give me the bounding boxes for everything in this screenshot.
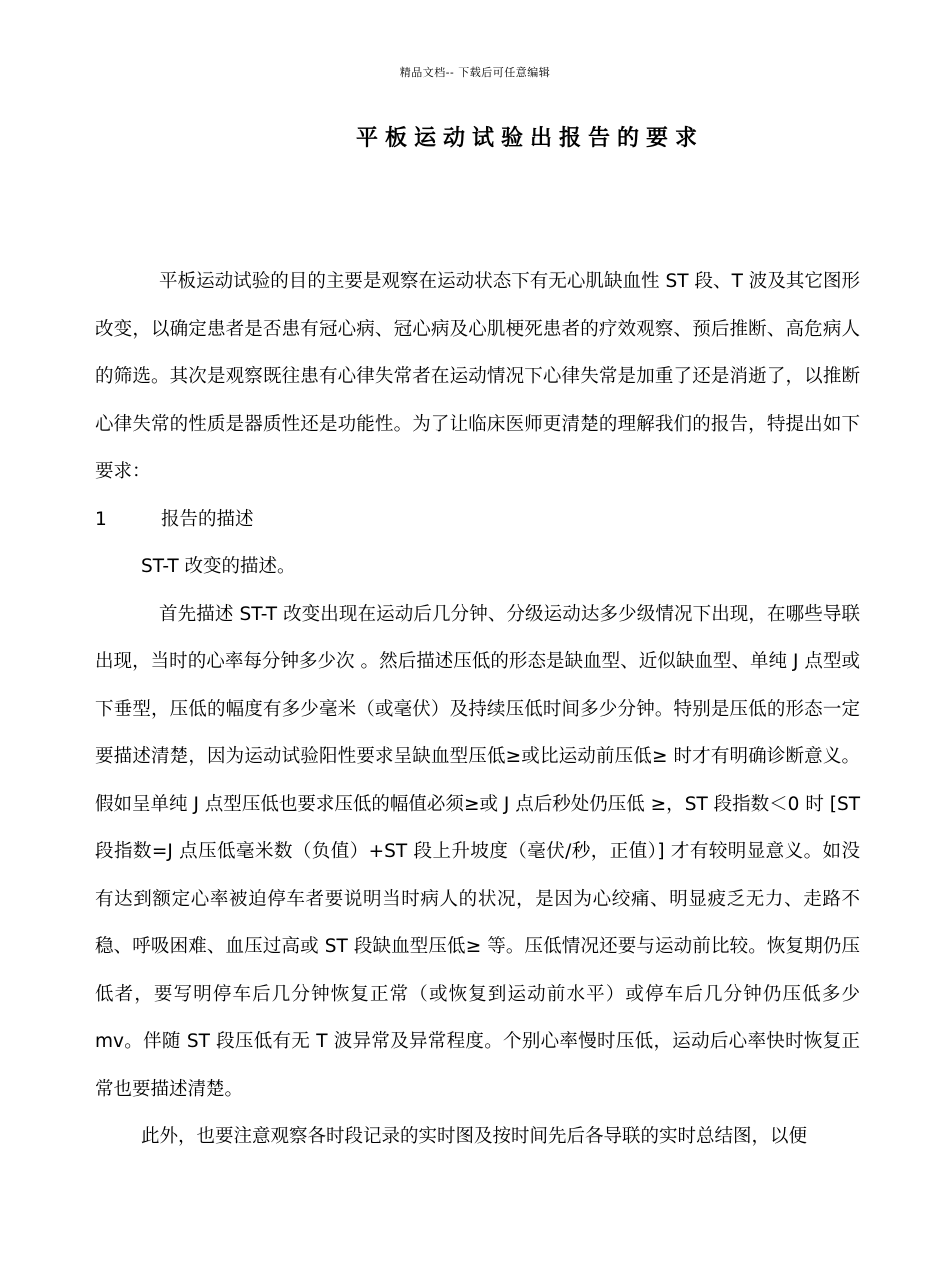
detail-paragraph: 首先描述 ST-T 改变出现在运动后几分钟、分级运动达多少级情况下出现，在哪些导联出现，当时的心率每分钟多少次 。然后描述压低的形态是缺血型、近似缺血型、单纯 J 点型或下垂型，压低的幅度有多少毫米（或毫伏）及持续压低时间多少分钟。特别是压低的形态一定要描述清楚，因为运动试验阳性要求呈缺血型压低≥或比运动前压低≥ 时才有明确诊断意义。假如呈单纯 J 点型压低也要求压低的幅值必须≥或 J 点后秒处仍压低 ≥，ST 段指数＜0 时 [ST 段指数=J 点压低毫米数（负值）+ST 段上升坡度（毫伏/秒，正值）] 才有较明显意义。如没有达到额定心率被迫停车者要说明当时病人的状况，是因为心绞痛、明显疲乏无力、走路不稳、呼吸困难、血压过高或 ST 段缺血型压低≥ 等。压低情况还要与运动前比较。恢复期仍压低者，要写明停车后几分钟恢复正常（或恢复到运动前水平）或停车后几分钟仍压低多少 mv。伴随 ST 段压低有无 T 波异常及异常程度。个别心率慢时压低，运动后心率快时恢复正常也要描述清楚。: [95, 603, 860, 1100]
page-header-watermark: 精品文档-- 下载后可任意编辑: [399, 66, 551, 79]
subsection-title: ST-T 改变的描述。: [141, 556, 296, 577]
intro-paragraph: 平板运动试验的目的主要是观察在运动状态下有无心肌缺血性 ST 段、T 波及其它图形改变，以确定患者是否患有冠心病、冠心病及心肌梗死患者的疗效观察、预后推断、高危病人的筛选。其次是观察既往患有心律失常者在运动情况下心律失常是加重了还是消逝了，以推断心律失常的性质是器质性还是功能性。为了让临床医师更清楚的理解我们的报告，特提出如下要求：: [95, 271, 860, 482]
section-heading: [95, 496, 860, 544]
section-title: 报告的描述: [161, 508, 254, 530]
closing-paragraph: 此外，也要注意观察各时段记录的实时图及按时间先后各导联的实时总结图，以便: [141, 1126, 808, 1147]
section-number: 1: [95, 508, 107, 530]
document-body: [95, 258, 860, 1161]
document-title: 平板运动试验出报告的要求: [355, 126, 704, 151]
